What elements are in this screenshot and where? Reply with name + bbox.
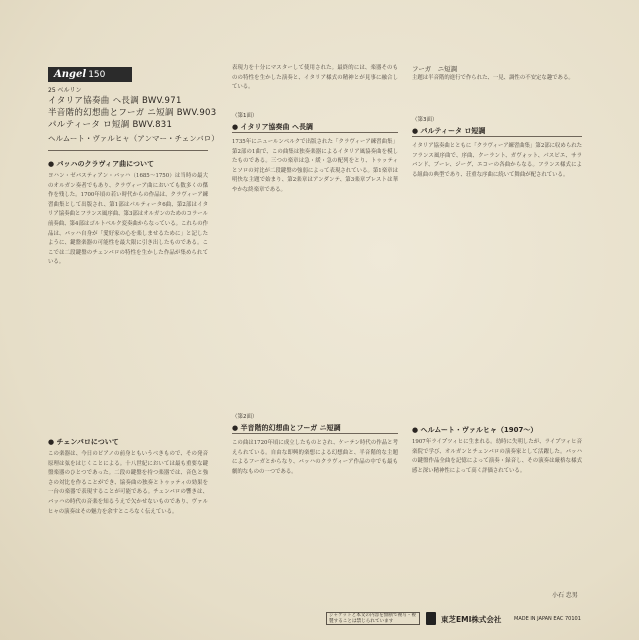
middle-section2-title: ● 半音階的幻想曲とフーガ ニ短調 [232, 424, 341, 432]
bullet-icon: ● [48, 160, 57, 168]
middle-side1-label: （第1面） [232, 113, 258, 119]
middle-section2-text: この曲は1720年頃に成立したものとされ、ケーテン時代の作品と考えられている。自由な即興的楽想による幻想曲と、半音階的な主題によるフーガとからなり、バッハのクラヴィーア作品の中でも最も劇的なものの一つである。 [232, 440, 398, 475]
left-section1-title: ● バッハのクラヴィア曲について [48, 160, 154, 168]
company-name: 東芝EMI株式会社 [441, 615, 502, 624]
fugue-label: フーガ ニ短調 [412, 65, 458, 73]
bullet-icon: ● [48, 438, 57, 446]
bullet-icon: ● [412, 426, 421, 434]
bullet-icon: ● [232, 424, 241, 432]
middle-section1-rule [232, 132, 398, 133]
left-section2-text: この楽器は、今日のピアノの前身ともいうべきもので、その発音原理は弦をはじくことによる。十八世紀においては最も重要な鍵盤楽器のひとつであった。二段の鍵盤を持つ楽器では、音色と強さの対比を作ることができ、協奏曲の独奏とトゥッティの効果を一台の楽器で表現することが可能である。チェンバロの響きは、バッハの時代の音楽を知るうえで欠かせないものであり、ヴァルヒャの演奏はその魅力を余すところなく伝えている。 [48, 451, 208, 515]
right-section1-rule [412, 136, 582, 137]
bullet-icon: ● [232, 123, 241, 131]
middle-intro-text: 表現力を十分にマスターして使用された。最終的には、楽器そのものの特性を生かした演奏と、イタリア様式の精神とが見事に融合している。 [232, 65, 398, 91]
header-rule [48, 150, 208, 151]
angel-logo-text: Angel [54, 69, 87, 80]
right-section1-title: ● パルティータ ロ短調 [412, 127, 486, 135]
right-section2-text: 1907年ライプツィヒに生まれる。幼時に失明したが、ライプツィヒ音楽院で学び、オルガンとチェンバロの演奏家として活躍した。バッハの鍵盤作品全曲を記憶によって演奏・録音し、その演奏は厳格な様式感と深い精神性によって高く評価されている。 [412, 439, 582, 474]
copyright-notice: ジャケットと本文の内容を無断で複写・複製することは禁じられています [326, 612, 420, 625]
middle-section1-title: ● イタリア協奏曲 ヘ長調 [232, 123, 313, 131]
right-section1-text: イタリア協奏曲とともに「クラヴィーア練習曲集」第2部に収められたフランス風序曲で、序曲、クーラント、ガヴォット、パスピエ、サラバンド、ブーレ、ジーグ、エコーの各曲からなる。フランス様式による組曲の典型であり、荘重な序曲に続いて舞曲が配されている。 [412, 143, 582, 178]
left-section1-text: ヨハン・ゼバスティアン・バッハ（1685〜1750）は当時の最大のオルガン奏者でもあり、クラヴィーア曲においても数多くの傑作を残した。1700年頃の若い時代からの作品は、クラヴィーア練習曲集として出版され、第1部はパルティータ6曲、第2部はイタリア協奏曲とフランス風序曲、第3部はオルガンのためのコラール前奏曲、第4部はゴルトベルク変奏曲からなっている。これらの作品は、バッハ自身が「愛好家の心を楽しませるために」と記したように、鍵盤楽器の可能性を最大限に引き出したものである。ここでは二段鍵盤のチェンバロの特性を生かした作品が集められている。 [48, 173, 208, 266]
work-title-2: 半音階的幻想曲とフーガ ニ短調 BWV.903 [48, 108, 217, 118]
series-label: 25 ベルリン [48, 87, 82, 94]
middle-side2-label: （第2面） [232, 414, 258, 420]
emi-logo-icon [426, 612, 436, 625]
author-name: 小石 忠男 [552, 592, 578, 599]
left-section2-title: ● チェンバロについて [48, 438, 119, 446]
angel-150-logo [48, 67, 132, 82]
angel-logo-number: 150 [88, 69, 106, 80]
work-title-1: イタリア協奏曲 ヘ長調 BWV.971 [48, 96, 182, 106]
fugue-text: 主題は半音階的進行で作られた、一見、調性の不安定な趣である。 [412, 75, 574, 81]
right-section2-title: ● ヘルムート・ヴァルヒャ（1907〜） [412, 426, 538, 434]
performer-line: ヘルムート・ヴァルヒャ（アンマー・チェンバロ） [48, 134, 219, 143]
middle-section1-text: 1735年にニュールンベルクで出版された「クラヴィーア練習曲集」第2部の1曲で、この曲集は独奏楽器によるイタリア風協奏曲を模したものである。三つの楽章は急・緩・急の配列をとり、トゥッティとソロの対比が二段鍵盤の強弱によって表現されている。第1楽章は明快な主題で始まり、第2楽章はアンダンテ、第3楽章プレストは華やかな終楽章である。 [232, 139, 398, 193]
right-side3-label: （第3面） [412, 117, 438, 123]
work-title-3: パルティータ ロ短調 BWV.831 [48, 120, 173, 130]
made-in-catalog: MADE IN JAPAN EAC 70101 [514, 616, 581, 622]
middle-section2-rule [232, 433, 398, 434]
bullet-icon: ● [412, 127, 421, 135]
